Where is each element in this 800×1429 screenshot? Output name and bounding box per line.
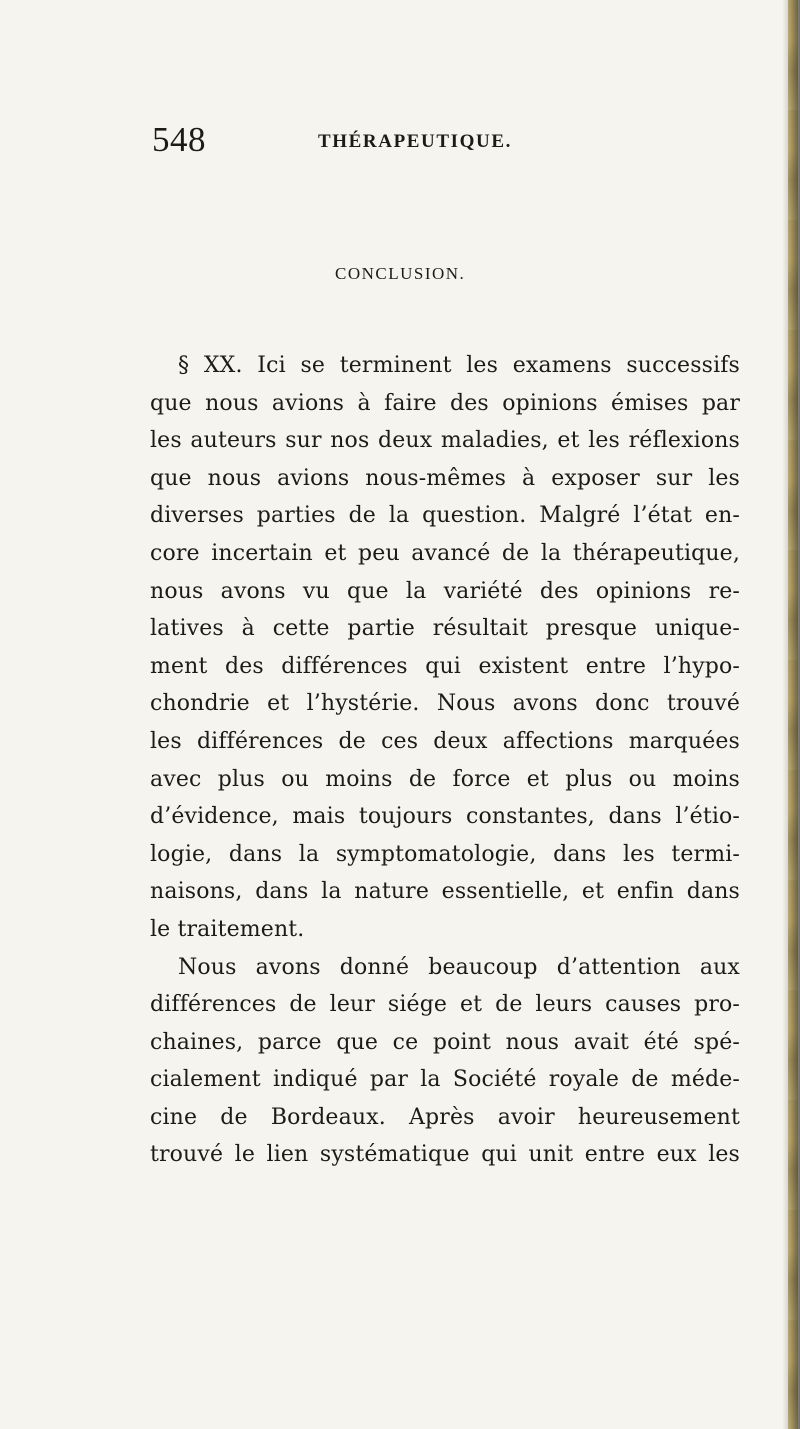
text-line: le traitement. bbox=[150, 916, 305, 942]
text-line: avec plus ou moins de force et plus ou moins bbox=[150, 766, 740, 792]
text-line: § XX. Ici se terminent les examens successifs bbox=[178, 353, 740, 378]
text-line: les différences de ces deux affections marquées bbox=[150, 728, 740, 754]
text-line: d’évidence, mais toujours constantes, dans l’étio- bbox=[150, 804, 740, 830]
text-line: ment des différences qui existent entre l’hypo- bbox=[150, 653, 740, 679]
body-text bbox=[150, 347, 740, 1174]
text-line: cialement indiqué par la Société royale de méde- bbox=[150, 1067, 740, 1093]
text-line: core incertain et peu avancé de la thérapeutique, bbox=[150, 540, 740, 566]
text-line: trouvé le lien systématique qui unit entre eux les bbox=[150, 1142, 740, 1168]
text-line: nous avons vu que la variété des opinions re- bbox=[150, 578, 740, 604]
text-line: que nous avions à faire des opinions émises par bbox=[150, 390, 740, 416]
text-line: différences de leur siége et de leurs causes pro- bbox=[150, 992, 740, 1018]
text-line: que nous avions nous-mêmes à exposer sur les bbox=[150, 465, 740, 491]
text-line: chondrie et l’hystérie. Nous avons donc trouvé bbox=[150, 691, 740, 717]
text-line: chaines, parce que ce point nous avait été spé- bbox=[150, 1029, 740, 1055]
text-line: Nous avons donné beaucoup d’attention aux bbox=[178, 954, 740, 980]
text-line: logie, dans la symptomatologie, dans les termi- bbox=[150, 841, 740, 867]
text-line: cine de Bordeaux. Après avoir heureusement bbox=[150, 1104, 740, 1130]
page-edge-shadow bbox=[782, 0, 800, 1429]
page-number: 548 bbox=[152, 120, 206, 159]
text-line: diverses parties de la question. Malgré l’état en- bbox=[150, 503, 740, 529]
running-head bbox=[0, 120, 760, 160]
text-line: latives à cette partie résultait presque unique- bbox=[150, 616, 740, 642]
text-line: naisons, dans la nature essentielle, et enfin dans bbox=[150, 879, 740, 905]
running-title: THÉRAPEUTIQUE. bbox=[318, 131, 512, 152]
text-line: les auteurs sur nos deux maladies, et les réflexions bbox=[150, 428, 740, 454]
section-heading: CONCLUSION. bbox=[335, 264, 466, 283]
